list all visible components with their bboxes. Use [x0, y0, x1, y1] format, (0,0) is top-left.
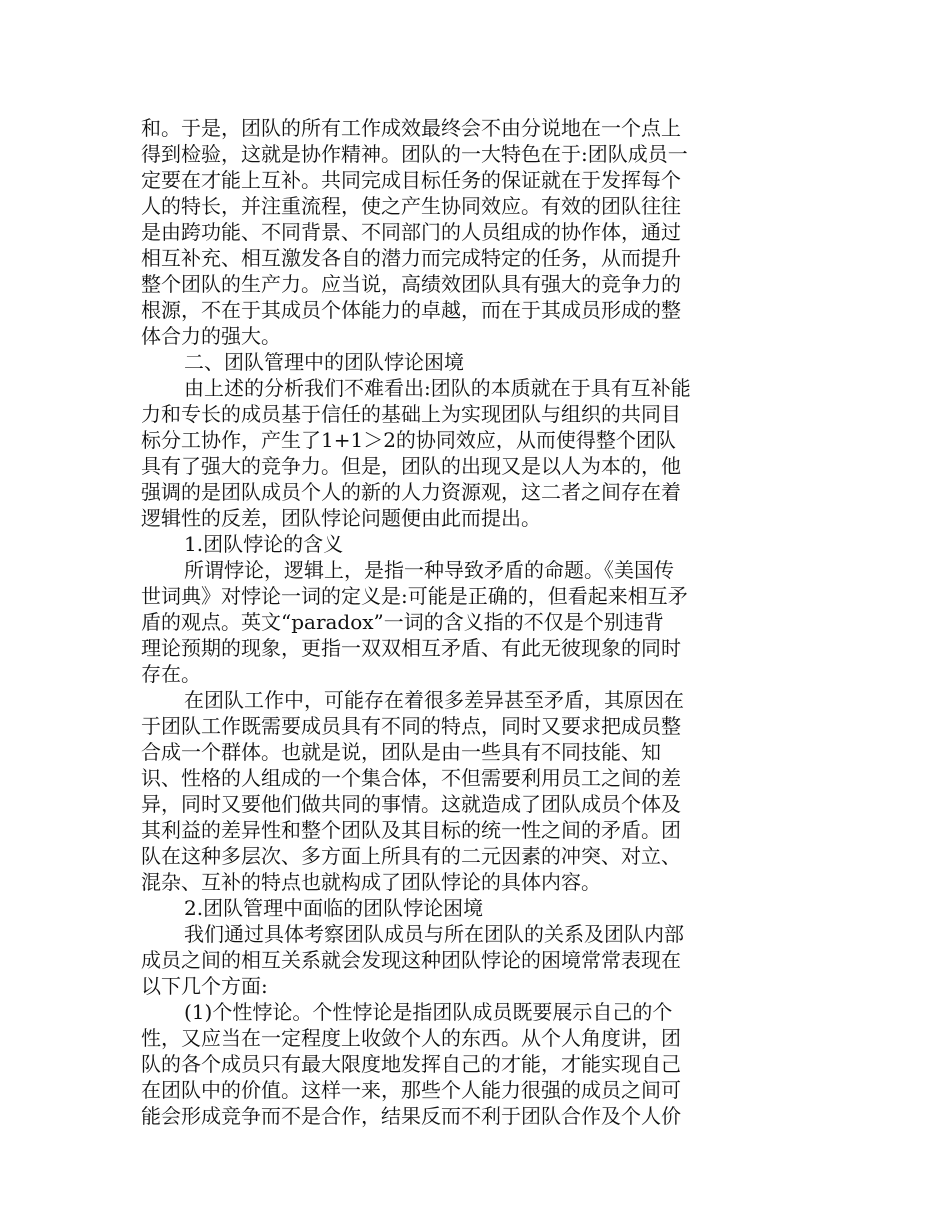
text-line: 合成一个群体。也就是说，团队是由一些具有不同技能、知	[141, 740, 661, 764]
text-line: 在团队中的价值。这样一来，那些个人能力很强的成员之间可	[141, 1078, 681, 1102]
text-line: 由上述的分析我们不难看出:团队的本质就在于具有互补能	[184, 376, 691, 400]
text-line: 我们通过具体考察团队成员与所在团队的关系及团队内部	[184, 922, 684, 946]
text-line: 是由跨功能、不同背景、不同部门的人员组成的协作体，通过	[141, 220, 681, 244]
text-line: 以下几个方面:	[141, 974, 268, 998]
text-line: (1)个性悖论。个性悖论是指团队成员既要展示自己的个	[184, 1000, 673, 1024]
text-line: 存在。	[141, 662, 201, 686]
text-line: 队在这种多层次、多方面上所具有的二元因素的冲突、对立、	[141, 844, 681, 868]
text-line: 人的特长，并注重流程，使之产生协同效应。有效的团队往往	[141, 194, 681, 218]
text-line: 整个团队的生产力。应当说，高绩效团队具有强大的竞争力的	[141, 272, 681, 296]
text-line: 其利益的差异性和整个团队及其目标的统一性之间的矛盾。团	[141, 818, 681, 842]
text-line: 成员之间的相互关系就会发现这种团队悖论的困境常常表现在	[141, 948, 681, 972]
text-line: 和。于是，团队的所有工作成效最终会不由分说地在一个点上	[141, 116, 681, 140]
text-line: 混杂、互补的特点也就构成了团队悖论的具体内容。	[141, 870, 601, 894]
text-line: 逻辑性的反差，团队悖论问题便由此而提出。	[141, 506, 541, 530]
text-line: 识、性格的人组成的一个集合体，不但需要利用员工之间的差	[141, 766, 681, 790]
text-line: 队的各个成员只有最大限度地发挥自己的才能，才能实现自己	[141, 1052, 681, 1076]
section-heading: 二、团队管理中的团队悖论困境	[184, 350, 464, 374]
text-line: 体合力的强大。	[141, 324, 281, 348]
text-line: 理论预期的现象，更指一双双相互矛盾、有此无彼现象的同时	[141, 636, 681, 660]
text-line: 强调的是团队成员个人的新的人力资源观，这二者之间存在着	[141, 480, 681, 504]
subsection-heading: 2.团队管理中面临的团队悖论困境	[184, 896, 484, 920]
document-body	[141, 115, 741, 1129]
text-line: 在团队工作中，可能存在着很多差异甚至矛盾，其原因在	[184, 688, 684, 712]
subsection-heading: 1.团队悖论的含义	[184, 532, 344, 556]
text-line: 具有了强大的竞争力。但是，团队的出现又是以人为本的，他	[141, 454, 681, 478]
text-line: 于团队工作既需要成员具有不同的特点，同时又要求把成员整	[141, 714, 681, 738]
text-line: 所谓悖论，逻辑上，是指一种导致矛盾的命题。《美国传	[184, 558, 674, 582]
text-line: 盾的观点。英文“paradox”一词的含义指的不仅是个别违背	[141, 610, 664, 634]
text-line: 定要在才能上互补。共同完成目标任务的保证就在于发挥每个	[141, 168, 681, 192]
text-line: 性，又应当在一定程度上收敛个人的东西。从个人角度讲，团	[141, 1026, 681, 1050]
text-line: 得到检验，这就是协作精神。团队的一大特色在于:团队成员一	[141, 142, 688, 166]
text-line: 能会形成竞争而不是合作，结果反而不利于团队合作及个人价	[141, 1104, 681, 1128]
text-line: 异，同时又要他们做共同的事情。这就造成了团队成员个体及	[141, 792, 681, 816]
text-line: 相互补充、相互激发各自的潜力而完成特定的任务，从而提升	[141, 246, 681, 270]
text-line: 力和专长的成员基于信任的基础上为实现团队与组织的共同目	[141, 402, 681, 426]
text-line: 根源，不在于其成员个体能力的卓越，而在于其成员形成的整	[141, 298, 681, 322]
text-line: 世词典》对悖论一词的定义是:可能是正确的，但看起来相互矛	[141, 584, 688, 608]
text-line: 标分工协作，产生了1+1＞2的协同效应，从而使得整个团队	[141, 428, 676, 452]
